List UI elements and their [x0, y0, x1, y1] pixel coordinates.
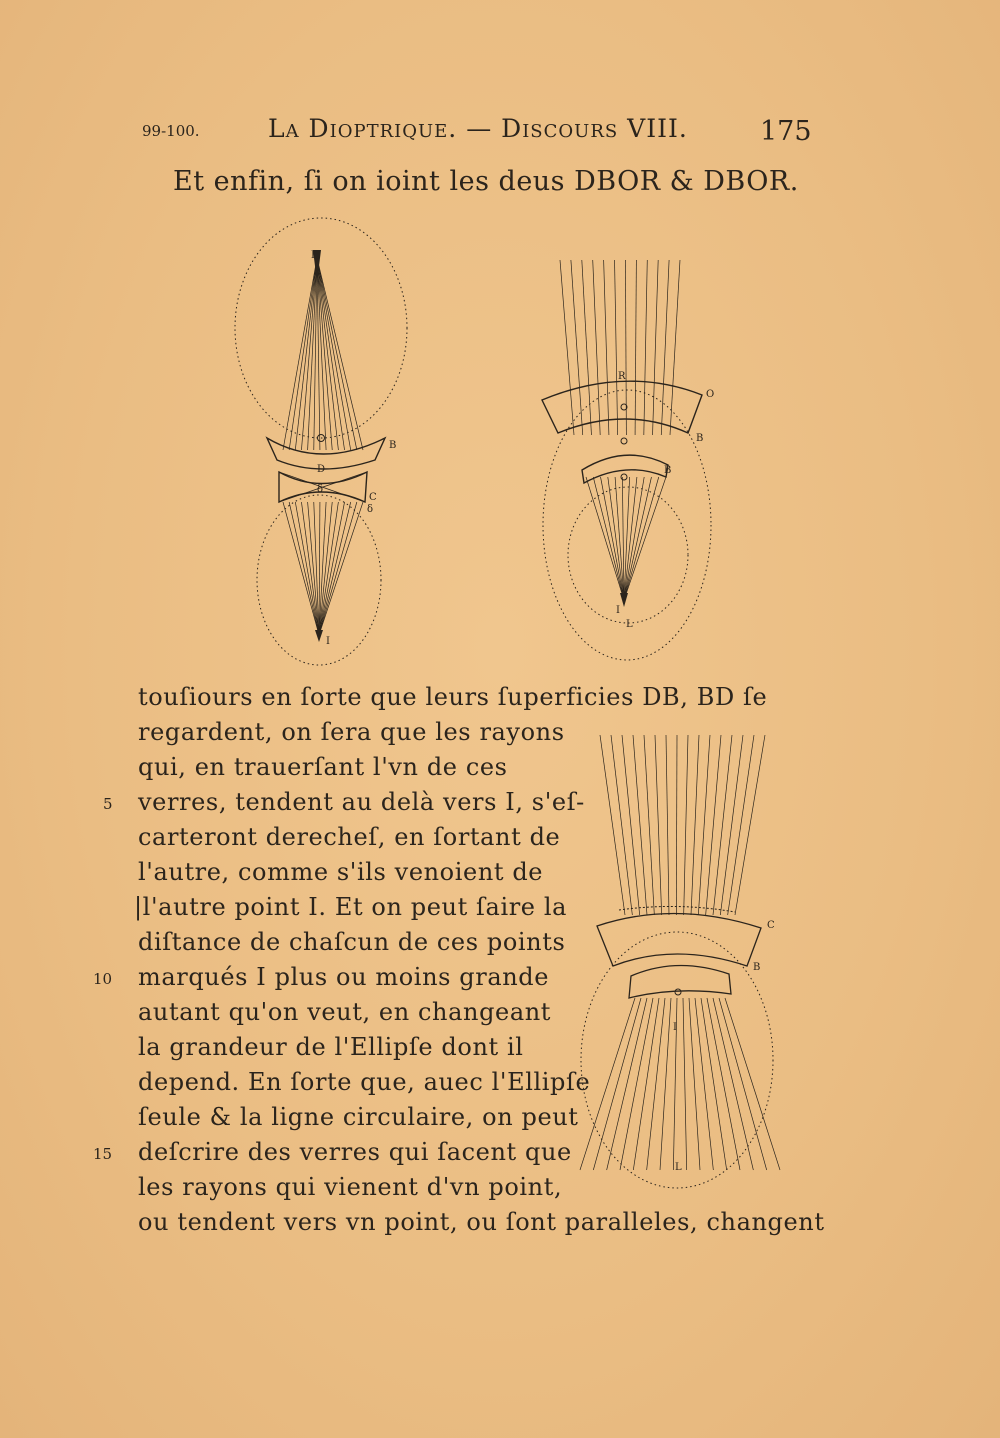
fig-right-label-i: I — [616, 605, 620, 616]
ray-line — [660, 998, 671, 1170]
text-line: qui, en trauerſant l'vn de ces — [138, 753, 508, 781]
text-line: carteront derecheſ, en ſortant de — [138, 823, 561, 851]
ray-line — [661, 260, 669, 435]
line-number-5: 5 — [103, 795, 113, 813]
text-line: regardent, on ſera que les rayons — [138, 718, 565, 746]
ray-line — [582, 260, 592, 435]
ray-line — [289, 258, 317, 450]
figure-bottom-lens-diagram — [575, 730, 790, 1200]
fig-right-label-b-lower: B — [664, 465, 672, 476]
line-number-15: 15 — [93, 1145, 113, 1163]
ray-line — [560, 260, 574, 435]
ray-line — [653, 260, 659, 435]
text-line: marqués I plus ou moins grande — [138, 963, 550, 991]
ray-line — [719, 998, 767, 1170]
ray-line — [319, 502, 338, 635]
ray-line — [655, 735, 662, 915]
text-line: autant qu'on veut, en changeant — [138, 998, 552, 1026]
fig-bottom-label-c: C — [767, 920, 775, 931]
ray-line — [670, 260, 680, 435]
ray-line — [707, 998, 740, 1170]
running-reference: 99-100. — [142, 122, 200, 140]
ray-line — [295, 502, 319, 635]
ray-line — [571, 260, 583, 435]
ray-line — [695, 998, 713, 1170]
fig-left-label-b: B — [389, 440, 397, 451]
ray-line — [319, 502, 351, 635]
line-number-10: 10 — [93, 970, 113, 988]
ray-line — [633, 735, 647, 915]
ray-line — [600, 735, 625, 915]
intro-line: Et enfin, ſi on ioint les deus DBOR & DBOR. — [173, 166, 799, 197]
fig-right-label-o: O — [706, 389, 715, 400]
ray-line — [684, 735, 688, 915]
text-line: ou tendent vers vn point, ou ſont paralleles, changent — [138, 1208, 825, 1236]
text-line: depend. En ſorte que, auec l'Ellipſe — [138, 1068, 591, 1096]
ray-line — [644, 260, 647, 435]
ray-line — [691, 735, 699, 915]
fig-left-label-d: D — [317, 464, 326, 475]
ray-line — [317, 258, 338, 450]
fig-left-label-c: C — [369, 492, 377, 503]
fig-left-label-delta: δ — [317, 484, 324, 495]
ray-line — [624, 477, 651, 600]
text-line: l'autre, comme s'ils venoient de — [138, 858, 544, 886]
figure-right-lens-diagram — [530, 255, 730, 665]
fig-left-label-delta-2: δ — [367, 504, 374, 515]
ray-line — [647, 998, 665, 1170]
text-line: les rayons qui vienent d'vn point, — [138, 1173, 563, 1201]
fig-right-label-r: R — [618, 371, 626, 382]
ray-line — [713, 735, 732, 915]
ray-line — [611, 735, 632, 915]
ray-line — [593, 260, 600, 435]
text-line: la grandeur de l'Ellipſe dont il — [138, 1033, 524, 1061]
ray-line — [635, 260, 636, 435]
text-line: deſcrire des verres qui ſacent que — [138, 1138, 572, 1166]
fig-bottom-label-l: L — [675, 1162, 682, 1173]
ray-line — [608, 477, 624, 600]
text-line: |l'autre point I. Et on peut ſaire la — [134, 893, 568, 921]
ray-line — [666, 735, 669, 915]
ray-line — [586, 477, 624, 600]
ray-line — [644, 735, 654, 915]
ray-line — [622, 735, 640, 915]
ray-line — [620, 998, 653, 1170]
fig-bottom-label-b: B — [753, 962, 761, 973]
ray-line — [689, 998, 700, 1170]
ray-line — [615, 260, 618, 435]
figure-left-lens-diagram — [225, 210, 425, 670]
ray-line — [601, 477, 624, 600]
ray-line — [683, 998, 687, 1170]
fig-right-label-b-upper: B — [696, 433, 704, 444]
text-line: touſiours en ſorte que leurs ſuperficies DB, BD ſe — [138, 683, 768, 711]
ray-line — [317, 258, 363, 450]
ray-line — [317, 258, 357, 450]
running-title: La Dioptrique. — Discours VIII. — [268, 114, 688, 143]
ray-line — [295, 258, 317, 450]
ray-line — [593, 998, 641, 1170]
fig-left-label-i-bottom: I — [326, 636, 330, 647]
text-line: verres, tendent au delà vers I, s'eſ- — [138, 788, 585, 816]
text-line: diſtance de chaſcun de ces points — [138, 928, 566, 956]
ray-line — [283, 258, 317, 450]
fig-left-label-i-top: I — [311, 250, 315, 261]
ray-line — [633, 998, 659, 1170]
ray-line — [676, 735, 677, 915]
fig-right-label-l: L — [626, 619, 633, 630]
fig-bottom-label-i: I — [673, 1022, 677, 1033]
ray-line — [701, 998, 727, 1170]
text-line: ſeule & la ligne circulaire, on peut — [138, 1103, 579, 1131]
page-number: 175 — [760, 116, 812, 147]
ray-line — [317, 258, 351, 450]
ray-line — [317, 258, 345, 450]
ray-line — [604, 260, 609, 435]
